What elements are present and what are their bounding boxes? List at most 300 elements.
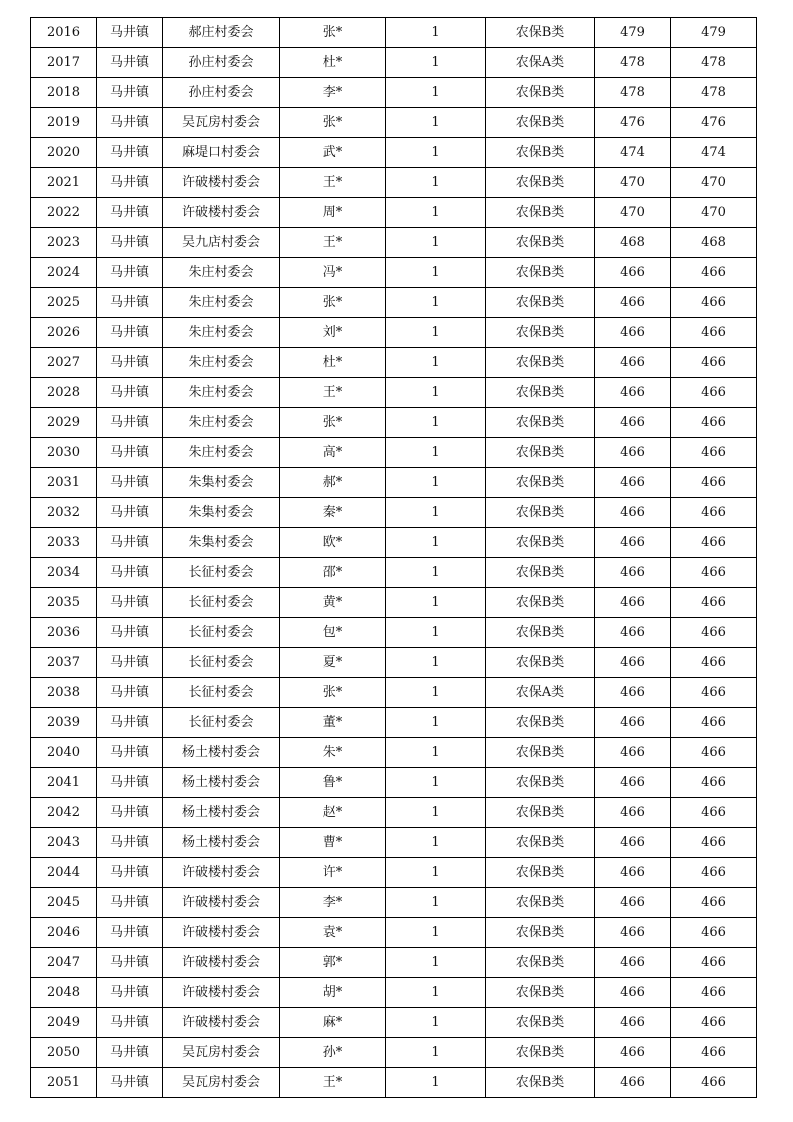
- name-cell: 秦*: [280, 498, 386, 528]
- total-cell: 466: [671, 588, 757, 618]
- table-row: [31, 1008, 757, 1038]
- table-row: [31, 378, 757, 408]
- village-committee-cell: 长征村委会: [163, 618, 280, 648]
- table-row: [31, 198, 757, 228]
- insurance-category-cell: 农保B类: [486, 138, 595, 168]
- village-committee-cell: 杨土楼村委会: [163, 828, 280, 858]
- town-cell: 马井镇: [97, 198, 163, 228]
- serial-number-cell: 2047: [31, 948, 97, 978]
- town-cell: 马井镇: [97, 78, 163, 108]
- name-cell: 鲁*: [280, 768, 386, 798]
- table-row: [31, 168, 757, 198]
- amount-cell: 470: [595, 168, 671, 198]
- town-cell: 马井镇: [97, 408, 163, 438]
- total-cell: 466: [671, 258, 757, 288]
- insurance-category-cell: 农保B类: [486, 108, 595, 138]
- total-cell: 466: [671, 288, 757, 318]
- insurance-category-cell: 农保B类: [486, 828, 595, 858]
- town-cell: 马井镇: [97, 138, 163, 168]
- village-committee-cell: 朱庄村委会: [163, 318, 280, 348]
- town-cell: 马井镇: [97, 588, 163, 618]
- town-cell: 马井镇: [97, 708, 163, 738]
- name-cell: 王*: [280, 378, 386, 408]
- household-count-cell: 1: [386, 198, 486, 228]
- amount-cell: 479: [595, 18, 671, 48]
- serial-number-cell: 2026: [31, 318, 97, 348]
- amount-cell: 466: [595, 408, 671, 438]
- household-count-cell: 1: [386, 228, 486, 258]
- town-cell: 马井镇: [97, 498, 163, 528]
- name-cell: 袁*: [280, 918, 386, 948]
- name-cell: 夏*: [280, 648, 386, 678]
- amount-cell: 466: [595, 678, 671, 708]
- household-count-cell: 1: [386, 918, 486, 948]
- table-row: [31, 588, 757, 618]
- village-committee-cell: 朱庄村委会: [163, 408, 280, 438]
- name-cell: 黄*: [280, 588, 386, 618]
- insurance-category-cell: 农保B类: [486, 558, 595, 588]
- table-row: [31, 318, 757, 348]
- household-count-cell: 1: [386, 408, 486, 438]
- serial-number-cell: 2027: [31, 348, 97, 378]
- town-cell: 马井镇: [97, 48, 163, 78]
- household-count-cell: 1: [386, 288, 486, 318]
- total-cell: 466: [671, 648, 757, 678]
- amount-cell: 466: [595, 438, 671, 468]
- total-cell: 466: [671, 978, 757, 1008]
- total-cell: 478: [671, 48, 757, 78]
- amount-cell: 466: [595, 948, 671, 978]
- name-cell: 王*: [280, 168, 386, 198]
- serial-number-cell: 2036: [31, 618, 97, 648]
- insurance-category-cell: 农保A类: [486, 678, 595, 708]
- amount-cell: 474: [595, 138, 671, 168]
- household-count-cell: 1: [386, 708, 486, 738]
- village-committee-cell: 许破楼村委会: [163, 948, 280, 978]
- village-committee-cell: 长征村委会: [163, 708, 280, 738]
- name-cell: 赵*: [280, 798, 386, 828]
- name-cell: 董*: [280, 708, 386, 738]
- insurance-category-cell: 农保B类: [486, 438, 595, 468]
- insurance-category-cell: 农保B类: [486, 528, 595, 558]
- table-row: [31, 828, 757, 858]
- village-committee-cell: 许破楼村委会: [163, 198, 280, 228]
- total-cell: 466: [671, 378, 757, 408]
- amount-cell: 478: [595, 48, 671, 78]
- amount-cell: 466: [595, 318, 671, 348]
- table-row: [31, 738, 757, 768]
- total-cell: 466: [671, 738, 757, 768]
- total-cell: 466: [671, 918, 757, 948]
- town-cell: 马井镇: [97, 468, 163, 498]
- village-committee-cell: 朱集村委会: [163, 468, 280, 498]
- serial-number-cell: 2037: [31, 648, 97, 678]
- village-committee-cell: 杨土楼村委会: [163, 768, 280, 798]
- town-cell: 马井镇: [97, 858, 163, 888]
- name-cell: 麻*: [280, 1008, 386, 1038]
- serial-number-cell: 2044: [31, 858, 97, 888]
- table-row: [31, 348, 757, 378]
- name-cell: 杜*: [280, 348, 386, 378]
- amount-cell: 466: [595, 348, 671, 378]
- total-cell: 466: [671, 858, 757, 888]
- serial-number-cell: 2049: [31, 1008, 97, 1038]
- table-row: [31, 48, 757, 78]
- village-committee-cell: 孙庄村委会: [163, 48, 280, 78]
- amount-cell: 466: [595, 648, 671, 678]
- village-committee-cell: 朱庄村委会: [163, 378, 280, 408]
- total-cell: 476: [671, 108, 757, 138]
- household-count-cell: 1: [386, 168, 486, 198]
- town-cell: 马井镇: [97, 18, 163, 48]
- household-count-cell: 1: [386, 138, 486, 168]
- household-count-cell: 1: [386, 78, 486, 108]
- amount-cell: 466: [595, 588, 671, 618]
- insurance-category-cell: 农保B类: [486, 258, 595, 288]
- table-row: [31, 228, 757, 258]
- insurance-category-cell: 农保B类: [486, 918, 595, 948]
- name-cell: 朱*: [280, 738, 386, 768]
- town-cell: 马井镇: [97, 888, 163, 918]
- amount-cell: 466: [595, 768, 671, 798]
- household-count-cell: 1: [386, 1008, 486, 1038]
- village-committee-cell: 许破楼村委会: [163, 168, 280, 198]
- name-cell: 欧*: [280, 528, 386, 558]
- town-cell: 马井镇: [97, 798, 163, 828]
- serial-number-cell: 2042: [31, 798, 97, 828]
- amount-cell: 466: [595, 558, 671, 588]
- table-row: [31, 678, 757, 708]
- amount-cell: 466: [595, 378, 671, 408]
- insurance-category-cell: 农保B类: [486, 1038, 595, 1068]
- household-count-cell: 1: [386, 828, 486, 858]
- insurance-category-cell: 农保A类: [486, 48, 595, 78]
- name-cell: 邵*: [280, 558, 386, 588]
- household-count-cell: 1: [386, 858, 486, 888]
- town-cell: 马井镇: [97, 1038, 163, 1068]
- insurance-category-cell: 农保B类: [486, 198, 595, 228]
- name-cell: 周*: [280, 198, 386, 228]
- table-row: [31, 888, 757, 918]
- insurance-category-cell: 农保B类: [486, 348, 595, 378]
- serial-number-cell: 2038: [31, 678, 97, 708]
- town-cell: 马井镇: [97, 648, 163, 678]
- serial-number-cell: 2050: [31, 1038, 97, 1068]
- household-count-cell: 1: [386, 798, 486, 828]
- table-row: [31, 108, 757, 138]
- insurance-category-cell: 农保B类: [486, 468, 595, 498]
- household-count-cell: 1: [386, 678, 486, 708]
- serial-number-cell: 2051: [31, 1068, 97, 1098]
- total-cell: 466: [671, 558, 757, 588]
- name-cell: 杜*: [280, 48, 386, 78]
- amount-cell: 468: [595, 228, 671, 258]
- village-committee-cell: 杨土楼村委会: [163, 738, 280, 768]
- name-cell: 高*: [280, 438, 386, 468]
- table-row: [31, 288, 757, 318]
- village-committee-cell: 孙庄村委会: [163, 78, 280, 108]
- serial-number-cell: 2016: [31, 18, 97, 48]
- serial-number-cell: 2040: [31, 738, 97, 768]
- serial-number-cell: 2018: [31, 78, 97, 108]
- name-cell: 张*: [280, 288, 386, 318]
- total-cell: 466: [671, 678, 757, 708]
- amount-cell: 466: [595, 1068, 671, 1098]
- village-committee-cell: 吴瓦房村委会: [163, 108, 280, 138]
- total-cell: 466: [671, 1068, 757, 1098]
- insurance-category-cell: 农保B类: [486, 1008, 595, 1038]
- table-row: [31, 438, 757, 468]
- name-cell: 郭*: [280, 948, 386, 978]
- village-committee-cell: 许破楼村委会: [163, 978, 280, 1008]
- serial-number-cell: 2048: [31, 978, 97, 1008]
- table-row: [31, 558, 757, 588]
- table-row: [31, 78, 757, 108]
- name-cell: 郝*: [280, 468, 386, 498]
- total-cell: 466: [671, 708, 757, 738]
- household-count-cell: 1: [386, 588, 486, 618]
- household-count-cell: 1: [386, 468, 486, 498]
- town-cell: 马井镇: [97, 1008, 163, 1038]
- village-committee-cell: 杨土楼村委会: [163, 798, 280, 828]
- amount-cell: 466: [595, 258, 671, 288]
- table-row: [31, 618, 757, 648]
- town-cell: 马井镇: [97, 228, 163, 258]
- serial-number-cell: 2033: [31, 528, 97, 558]
- household-count-cell: 1: [386, 618, 486, 648]
- total-cell: 466: [671, 1038, 757, 1068]
- insurance-category-cell: 农保B类: [486, 738, 595, 768]
- village-committee-cell: 吴九店村委会: [163, 228, 280, 258]
- village-committee-cell: 吴瓦房村委会: [163, 1038, 280, 1068]
- table-row: [31, 468, 757, 498]
- serial-number-cell: 2041: [31, 768, 97, 798]
- total-cell: 479: [671, 18, 757, 48]
- town-cell: 马井镇: [97, 738, 163, 768]
- town-cell: 马井镇: [97, 948, 163, 978]
- insurance-category-cell: 农保B类: [486, 978, 595, 1008]
- total-cell: 466: [671, 438, 757, 468]
- insurance-category-cell: 农保B类: [486, 648, 595, 678]
- table-row: [31, 138, 757, 168]
- total-cell: 466: [671, 498, 757, 528]
- name-cell: 张*: [280, 18, 386, 48]
- name-cell: 曹*: [280, 828, 386, 858]
- total-cell: 466: [671, 528, 757, 558]
- table-row: [31, 408, 757, 438]
- insurance-category-cell: 农保B类: [486, 948, 595, 978]
- serial-number-cell: 2032: [31, 498, 97, 528]
- amount-cell: 466: [595, 858, 671, 888]
- village-committee-cell: 长征村委会: [163, 588, 280, 618]
- name-cell: 李*: [280, 888, 386, 918]
- village-committee-cell: 朱集村委会: [163, 498, 280, 528]
- serial-number-cell: 2035: [31, 588, 97, 618]
- amount-cell: 466: [595, 918, 671, 948]
- serial-number-cell: 2021: [31, 168, 97, 198]
- table-row: [31, 798, 757, 828]
- insurance-category-cell: 农保B类: [486, 768, 595, 798]
- total-cell: 474: [671, 138, 757, 168]
- benefit-roster-table: [30, 17, 757, 1098]
- insurance-category-cell: 农保B类: [486, 708, 595, 738]
- town-cell: 马井镇: [97, 318, 163, 348]
- village-committee-cell: 朱集村委会: [163, 528, 280, 558]
- insurance-category-cell: 农保B类: [486, 588, 595, 618]
- household-count-cell: 1: [386, 258, 486, 288]
- household-count-cell: 1: [386, 108, 486, 138]
- town-cell: 马井镇: [97, 108, 163, 138]
- village-committee-cell: 许破楼村委会: [163, 1008, 280, 1038]
- village-committee-cell: 许破楼村委会: [163, 858, 280, 888]
- total-cell: 466: [671, 798, 757, 828]
- table-row: [31, 918, 757, 948]
- amount-cell: 476: [595, 108, 671, 138]
- town-cell: 马井镇: [97, 678, 163, 708]
- town-cell: 马井镇: [97, 168, 163, 198]
- amount-cell: 466: [595, 828, 671, 858]
- household-count-cell: 1: [386, 558, 486, 588]
- table-row: [31, 768, 757, 798]
- village-committee-cell: 麻堤口村委会: [163, 138, 280, 168]
- total-cell: 466: [671, 768, 757, 798]
- insurance-category-cell: 农保B类: [486, 858, 595, 888]
- amount-cell: 470: [595, 198, 671, 228]
- serial-number-cell: 2046: [31, 918, 97, 948]
- table-row: [31, 648, 757, 678]
- serial-number-cell: 2019: [31, 108, 97, 138]
- name-cell: 包*: [280, 618, 386, 648]
- table-row: [31, 498, 757, 528]
- village-committee-cell: 长征村委会: [163, 558, 280, 588]
- name-cell: 李*: [280, 78, 386, 108]
- serial-number-cell: 2031: [31, 468, 97, 498]
- village-committee-cell: 郝庄村委会: [163, 18, 280, 48]
- table-row: [31, 1038, 757, 1068]
- town-cell: 马井镇: [97, 1068, 163, 1098]
- name-cell: 王*: [280, 1068, 386, 1098]
- amount-cell: 466: [595, 798, 671, 828]
- amount-cell: 466: [595, 888, 671, 918]
- serial-number-cell: 2028: [31, 378, 97, 408]
- name-cell: 孙*: [280, 1038, 386, 1068]
- insurance-category-cell: 农保B类: [486, 618, 595, 648]
- total-cell: 466: [671, 1008, 757, 1038]
- total-cell: 470: [671, 168, 757, 198]
- town-cell: 马井镇: [97, 828, 163, 858]
- table-row: [31, 528, 757, 558]
- insurance-category-cell: 农保B类: [486, 318, 595, 348]
- town-cell: 马井镇: [97, 348, 163, 378]
- insurance-category-cell: 农保B类: [486, 288, 595, 318]
- total-cell: 466: [671, 948, 757, 978]
- village-committee-cell: 长征村委会: [163, 648, 280, 678]
- town-cell: 马井镇: [97, 558, 163, 588]
- household-count-cell: 1: [386, 318, 486, 348]
- household-count-cell: 1: [386, 738, 486, 768]
- total-cell: 466: [671, 468, 757, 498]
- total-cell: 466: [671, 318, 757, 348]
- total-cell: 466: [671, 348, 757, 378]
- name-cell: 武*: [280, 138, 386, 168]
- serial-number-cell: 2017: [31, 48, 97, 78]
- amount-cell: 466: [595, 288, 671, 318]
- town-cell: 马井镇: [97, 378, 163, 408]
- amount-cell: 466: [595, 468, 671, 498]
- serial-number-cell: 2025: [31, 288, 97, 318]
- household-count-cell: 1: [386, 948, 486, 978]
- insurance-category-cell: 农保B类: [486, 78, 595, 108]
- town-cell: 马井镇: [97, 528, 163, 558]
- table-row: [31, 978, 757, 1008]
- household-count-cell: 1: [386, 768, 486, 798]
- town-cell: 马井镇: [97, 978, 163, 1008]
- village-committee-cell: 许破楼村委会: [163, 888, 280, 918]
- household-count-cell: 1: [386, 348, 486, 378]
- household-count-cell: 1: [386, 438, 486, 468]
- serial-number-cell: 2029: [31, 408, 97, 438]
- household-count-cell: 1: [386, 978, 486, 1008]
- total-cell: 466: [671, 828, 757, 858]
- amount-cell: 466: [595, 1008, 671, 1038]
- table-row: [31, 948, 757, 978]
- household-count-cell: 1: [386, 648, 486, 678]
- name-cell: 张*: [280, 408, 386, 438]
- insurance-category-cell: 农保B类: [486, 498, 595, 528]
- amount-cell: 466: [595, 528, 671, 558]
- serial-number-cell: 2030: [31, 438, 97, 468]
- serial-number-cell: 2034: [31, 558, 97, 588]
- insurance-category-cell: 农保B类: [486, 798, 595, 828]
- total-cell: 466: [671, 888, 757, 918]
- table-row: [31, 18, 757, 48]
- village-committee-cell: 吴瓦房村委会: [163, 1068, 280, 1098]
- village-committee-cell: 许破楼村委会: [163, 918, 280, 948]
- total-cell: 478: [671, 78, 757, 108]
- total-cell: 466: [671, 618, 757, 648]
- insurance-category-cell: 农保B类: [486, 378, 595, 408]
- amount-cell: 478: [595, 78, 671, 108]
- insurance-category-cell: 农保B类: [486, 168, 595, 198]
- serial-number-cell: 2045: [31, 888, 97, 918]
- table-row: [31, 708, 757, 738]
- name-cell: 王*: [280, 228, 386, 258]
- village-committee-cell: 朱庄村委会: [163, 288, 280, 318]
- insurance-category-cell: 农保B类: [486, 18, 595, 48]
- town-cell: 马井镇: [97, 618, 163, 648]
- table-row: [31, 258, 757, 288]
- town-cell: 马井镇: [97, 258, 163, 288]
- name-cell: 许*: [280, 858, 386, 888]
- household-count-cell: 1: [386, 498, 486, 528]
- household-count-cell: 1: [386, 1068, 486, 1098]
- town-cell: 马井镇: [97, 288, 163, 318]
- amount-cell: 466: [595, 978, 671, 1008]
- household-count-cell: 1: [386, 18, 486, 48]
- household-count-cell: 1: [386, 1038, 486, 1068]
- serial-number-cell: 2039: [31, 708, 97, 738]
- table-body: [31, 18, 757, 1098]
- village-committee-cell: 长征村委会: [163, 678, 280, 708]
- amount-cell: 466: [595, 708, 671, 738]
- amount-cell: 466: [595, 1038, 671, 1068]
- insurance-category-cell: 农保B类: [486, 1068, 595, 1098]
- village-committee-cell: 朱庄村委会: [163, 348, 280, 378]
- name-cell: 张*: [280, 678, 386, 708]
- total-cell: 470: [671, 198, 757, 228]
- household-count-cell: 1: [386, 888, 486, 918]
- serial-number-cell: 2043: [31, 828, 97, 858]
